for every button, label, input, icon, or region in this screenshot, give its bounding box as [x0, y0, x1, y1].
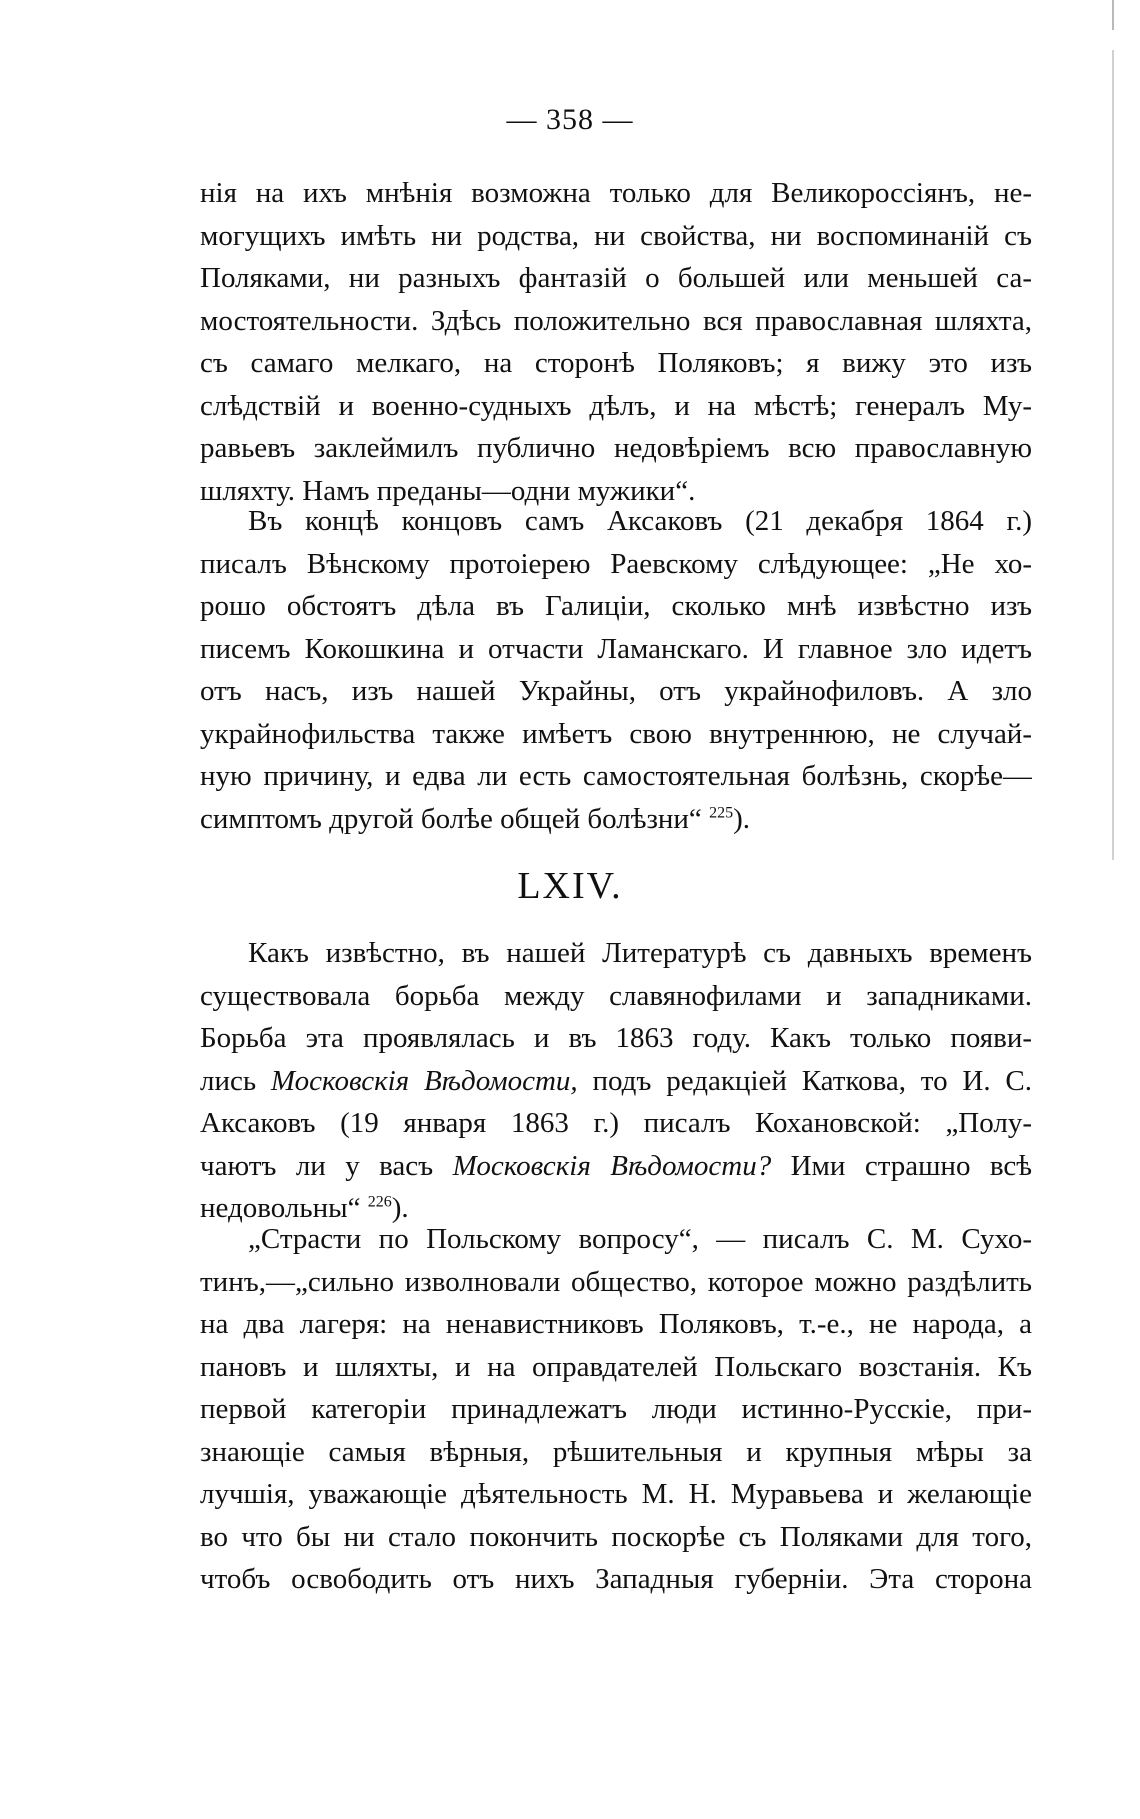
text-line: тинъ,—„сильно изволновали общество, которое можно раздѣлить — [200, 1265, 1032, 1298]
footnote-ref-226[interactable]: 226 — [367, 1193, 392, 1211]
page-number: — 358 — — [506, 103, 634, 136]
text-line: украйнофильства также имѣетъ свою внутреннюю, не случай- — [200, 717, 1032, 750]
text-line: отъ насъ, изъ нашей Украйны, отъ украйнофиловъ. А зло — [200, 675, 1032, 707]
paragraph-2 — [200, 500, 1032, 840]
text-segment: подъ редакціей Каткова, то И. С. — [577, 1064, 1032, 1097]
text-line: рошо обстоятъ дѣла въ Галиціи, сколько мнѣ извѣстно изъ — [200, 590, 1032, 622]
chapter-heading: LXIV. — [517, 865, 623, 907]
text-line: Въ концѣ концовъ самъ Аксаковъ (21 декабря 1864 г.) — [248, 505, 1032, 537]
text-line: знающіе самыя вѣрныя, рѣшительныя и крупныя мѣры за — [200, 1435, 1032, 1468]
text-segment: Ими страшно всѣ — [771, 1149, 1032, 1182]
text-segment: чаютъ ли у васъ — [200, 1149, 453, 1182]
text-line: существовала борьба между славянофилами и западниками. — [200, 979, 1032, 1012]
text-line — [200, 798, 1032, 841]
text-line — [200, 1060, 1032, 1103]
text-segment: ). — [391, 1192, 409, 1224]
footnote-ref-225[interactable]: 225 — [709, 803, 734, 821]
text-line: на два лагеря: на ненавистниковъ Поляковъ, т.-е., не народа, а — [200, 1308, 1032, 1340]
text-segment: ). — [733, 802, 750, 835]
text-line: Борьба эта проявлялась и въ 1863 году. Какъ только появи- — [200, 1022, 1032, 1054]
text-segment: недовольны“ — [200, 1192, 368, 1224]
text-line: мостоятельности. Здѣсь положительно вся православная шляхта, — [200, 304, 1032, 337]
text-line: во что бы ни стало покончить поскорѣе съ Поляками для того, — [200, 1520, 1032, 1553]
newspaper-title: Московскія Вѣдомости? — [452, 1149, 772, 1182]
text-line: слѣдствій и военно-судныхъ дѣлъ, и на мѣстѣ; генералъ Му- — [200, 389, 1032, 422]
text-line: шляхту. Намъ преданы—одни мужики“. — [200, 474, 696, 507]
text-line: могущихъ имѣть ни родства, ни свойства, ни воспоминаній съ — [200, 219, 1032, 252]
text-line: „Страсти по Польскому вопросу“, — писалъ С. М. Сухо- — [248, 1223, 1032, 1255]
text-line: лучшія, уважающіе дѣятельность М. Н. Муравьева и желающіе — [200, 1478, 1032, 1510]
text-line: съ самаго мелкаго, на сторонѣ Поляковъ; я вижу это изъ — [200, 347, 1032, 379]
paragraph-4 — [200, 1218, 1032, 1601]
paragraph-3 — [200, 932, 1032, 1230]
text-line: Поляками, ни разныхъ фантазій о большей или меньшей са- — [200, 262, 1032, 294]
text-segment: лись — [200, 1064, 271, 1097]
newspaper-title: Московскія Вѣдомости, — [270, 1064, 578, 1097]
text-line: ную причину, и едва ли есть самостоятельная болѣзнь, скорѣе— — [200, 760, 1032, 792]
text-line: нія на ихъ мнѣнія возможна только для Великороссіянъ, не- — [200, 177, 1032, 209]
paragraph-1 — [200, 172, 1032, 512]
text-line: пановъ и шляхты, и на оправдателей Польскаго возстанія. Къ — [200, 1350, 1032, 1383]
text-line: Аксаковъ (19 января 1863 г.) писалъ Кохановской: „Полу- — [200, 1107, 1032, 1139]
text-line: писемъ Кокошкина и отчасти Ламанскаго. И главное зло идетъ — [200, 632, 1032, 665]
text-line — [200, 1145, 1032, 1188]
text-line: писалъ Вѣнскому протоіерею Раевскому слѣдующее: „Не хо- — [200, 547, 1032, 580]
text-segment: симптомъ другой болѣе общей болѣзни“ — [200, 802, 702, 835]
text-line: равьевъ заклеймилъ публично недовѣріемъ всю православную — [200, 432, 1032, 464]
text-line: Какъ извѣстно, въ нашей Литературѣ съ давныхъ временъ — [248, 937, 1032, 969]
text-line: первой категоріи принадлежатъ люди истинно-Русскіе, при- — [200, 1393, 1032, 1425]
text-line: чтобъ освободить отъ нихъ Западныя губерніи. Эта сторона — [200, 1563, 1032, 1595]
